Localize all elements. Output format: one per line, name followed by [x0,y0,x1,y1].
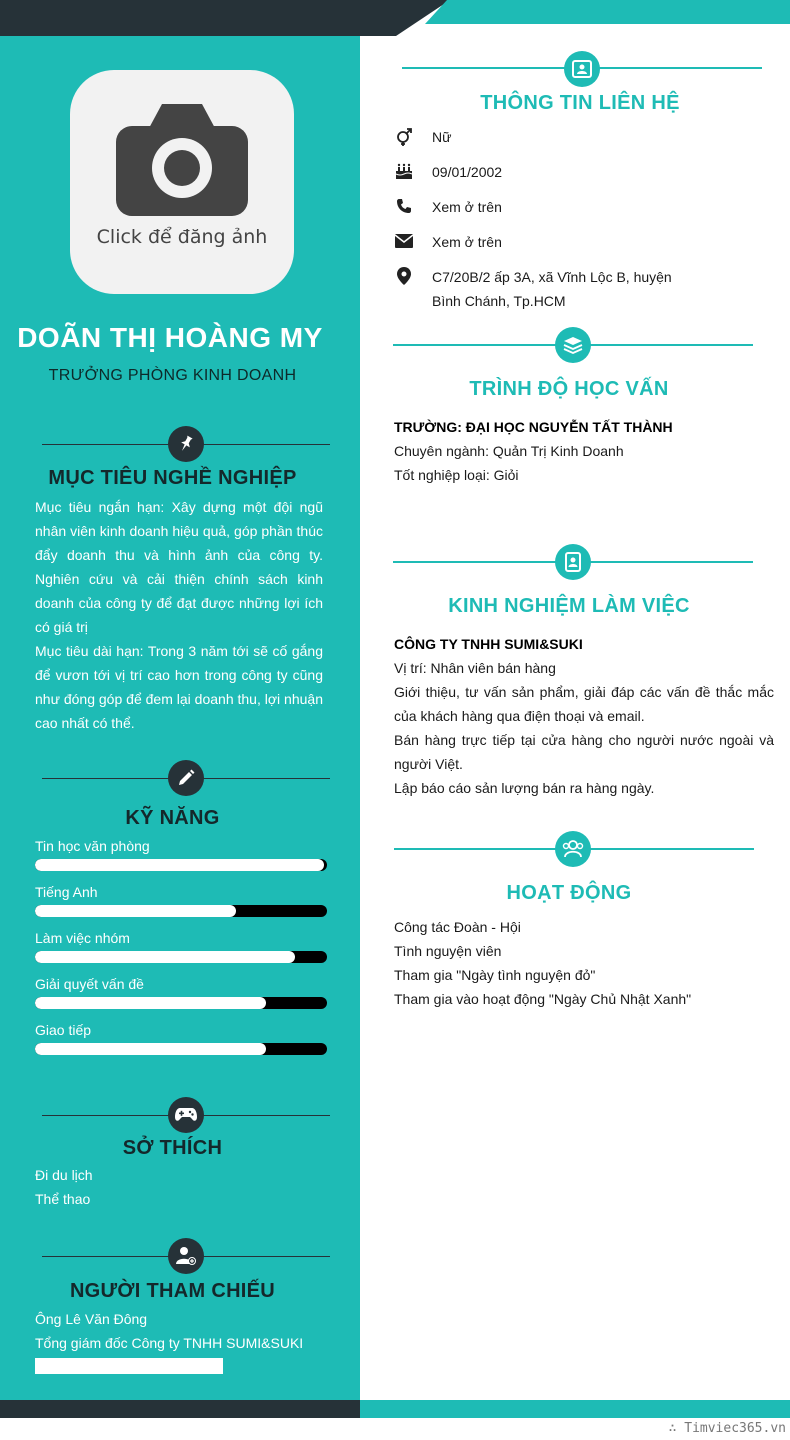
user-plus-icon [168,1238,204,1274]
skill-bar-fill [35,997,266,1009]
gender-icon [394,126,414,146]
activity-item: Tham gia "Ngày tình nguyện đỏ" [394,967,596,983]
skill-bar [35,951,327,963]
objective-text: Mục tiêu ngắn hạn: Xây dựng một đội ngũ nhân viên kinh doanh hiệu quả, góp phần thúc đẩy doanh thu và hình ảnh của công ty. Nghiên cứu và cải thiện chính sách kinh doanh của công ty để đạt được những lợi ích có giá trị [35,499,323,635]
group-icon [555,831,591,867]
top-teal-band [425,0,790,24]
reference-title: Tổng giám đốc Công ty TNHH SUMI&SUKI [35,1335,304,1351]
address-line-1: C7/20B/2 ấp 3A, xã Vĩnh Lộc B, huyện [432,269,672,285]
contact-title: THÔNG TIN LIÊN HỆ [480,92,680,114]
contact-card-icon [564,51,600,87]
photo-upload[interactable] [70,70,294,294]
objective-text-long-term: Mục tiêu dài hạn: Trong 3 năm tới sẽ cố gắng để vươn tới vị trí cao hơn trong công ty cũng như đóng góp để đem lại doanh thu, lợi nhuận cao nhất có thể. [35,643,323,731]
email-value: Xem ở trên [432,234,502,250]
photo-caption: Click để đăng ảnh [96,226,268,248]
education-major: Chuyên ngành: Quản Trị Kinh Doanh [394,443,624,459]
watermark: ∴ Timviec365.vn [668,1421,786,1436]
top-dark-band [0,0,450,36]
education-grade: Tốt nghiệp loại: Giỏi [394,467,519,483]
bottom-dark-band [0,1400,360,1418]
skill-label: Giao tiếp [35,1022,92,1038]
experience-company: CÔNG TY TNHH SUMI&SUKI [394,636,583,652]
activity-item: Công tác Đoàn - Hội [394,919,521,935]
skill-label: Tiếng Anh [35,884,98,900]
email-icon [394,231,414,251]
skill-bar [35,1043,327,1055]
phone-icon [394,196,414,216]
reference-name: Ông Lê Văn Đông [35,1311,148,1327]
gender-value: Nữ [432,129,452,145]
references-title: NGƯỜI THAM CHIẾU [69,1280,276,1302]
camera-icon [116,104,248,216]
skill-bar [35,859,327,871]
skill-bar-fill [35,905,236,917]
left-column [0,36,360,1400]
skills-title: KỸ NĂNG [125,807,220,829]
bottom-teal-band [360,1400,790,1418]
experience-desc: Giới thiệu, tư vấn sản phẩm, giải đáp các vấn đề thắc mắc của khách hàng qua điện thoại và email. [394,684,774,724]
objective-title: MỤC TIÊU NGHỀ NGHIỆP [48,467,297,489]
skill-label: Giải quyết vấn đề [35,976,144,992]
candidate-name: DOÃN THỊ HOÀNG MY [17,322,323,353]
birthday-value: 09/01/2002 [432,164,503,180]
experience-desc: Lập báo cáo sản lượng bán ra hàng ngày. [394,780,655,796]
hobby-item: Đi du lịch [35,1167,93,1183]
hobby-item: Thể thao [35,1191,91,1207]
skill-bar [35,905,327,917]
birthday-cake-icon [394,161,414,181]
address-line-2: Bình Chánh, Tp.HCM [432,293,566,309]
activities-title: HOẠT ĐỘNG [506,882,632,904]
skill-bar-fill [35,951,295,963]
skill-bar [35,997,327,1009]
skill-bar-fill [35,1043,266,1055]
education-school: TRƯỜNG: ĐẠI HỌC NGUYỄN TẤT THÀNH [394,419,673,435]
gamepad-icon [168,1097,204,1133]
phone-value: Xem ở trên [432,199,502,215]
experience-role: Vị trí: Nhân viên bán hàng [394,660,556,676]
hobbies-title: SỞ THÍCH [122,1137,223,1159]
skill-label: Làm việc nhóm [35,930,130,946]
redacted-contact [35,1358,223,1374]
map-marker-icon [394,266,414,286]
experience-desc: Bán hàng trực tiếp tại cửa hàng cho người nước ngoài và người Việt. [394,732,774,772]
activity-item: Tình nguyện viên [394,943,502,959]
experience-title: KINH NGHIỆM LÀM VIỆC [448,595,690,617]
candidate-position: TRƯỞNG PHÒNG KINH DOANH [48,367,297,384]
skill-label: Tin học văn phòng [35,838,150,854]
pin-icon [168,426,204,462]
skill-bar-fill [35,859,324,871]
layers-icon [555,327,591,363]
activity-item: Tham gia vào hoạt động "Ngày Chủ Nhật Xanh" [394,991,692,1007]
education-title: TRÌNH ĐỘ HỌC VẤN [469,378,669,400]
pencil-icon [168,760,204,796]
id-badge-icon [555,544,591,580]
